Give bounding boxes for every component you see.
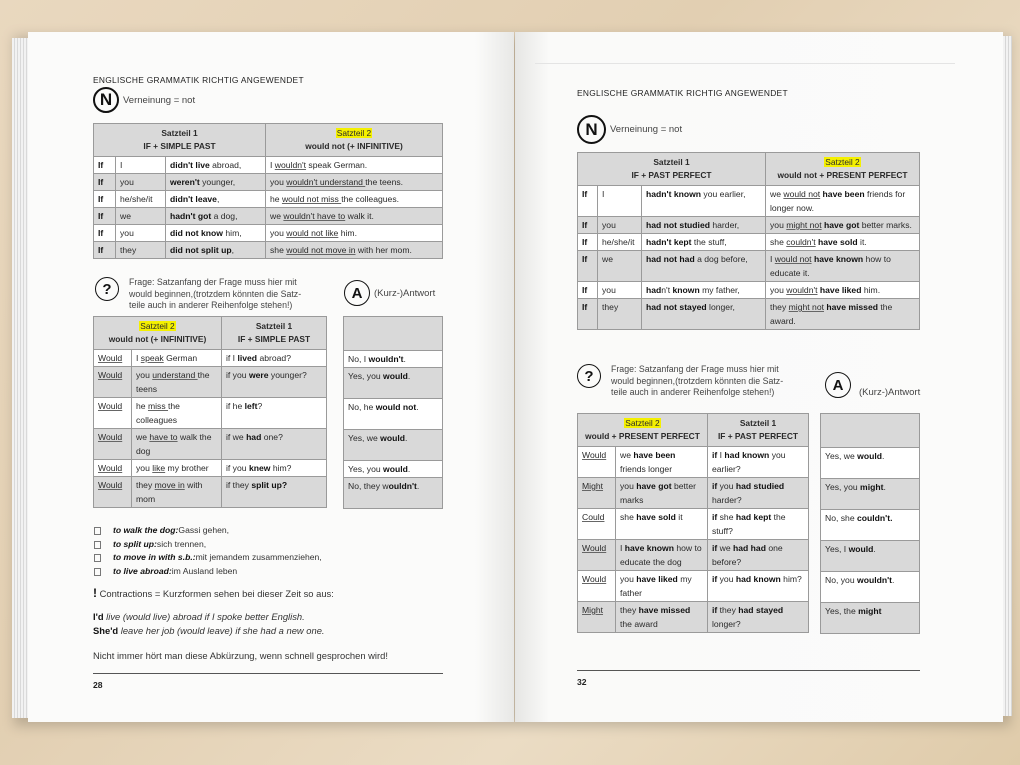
footer-rule (93, 673, 443, 674)
table-row: Would they move in with mom if they split up? (94, 477, 327, 508)
table-header-row (94, 317, 327, 350)
table-header-row (578, 153, 920, 186)
right-page (515, 32, 1003, 722)
table-row: No, she couldn't. (821, 510, 920, 541)
page-number: 28 (93, 680, 103, 690)
vocabulary-list (90, 524, 322, 578)
column-header: Satzteil 1 IF + SIMPLE PAST (94, 124, 266, 157)
column-header: Satzteil 2 would + PRESENT PERFECT (578, 414, 708, 447)
question-note (577, 364, 783, 399)
exclamation-icon: ! (93, 586, 97, 600)
answer-legend: A (Kurz-)Antwort (344, 280, 435, 306)
table-header-row (94, 124, 443, 157)
table-row: If you hadn't known my father, you wouldn't have liked him. (578, 282, 920, 299)
table-row: No, they wouldn't. (344, 478, 443, 509)
negation-n-icon: N (93, 87, 119, 113)
table-row: No, he would not. (344, 399, 443, 430)
table-row: Might they have missed the award if they had stayed longer? (578, 602, 809, 633)
column-header: Satzteil 2 would not + PRESENT PERFECT (766, 153, 920, 186)
table-row: If I hadn't known you earlier, we would not have been friends for longer now. (578, 186, 920, 217)
column-header (821, 414, 920, 448)
top-rule (535, 63, 955, 64)
table-row: Would you like my brother if you knew him? (94, 460, 327, 477)
answer-a-icon: A (344, 280, 370, 306)
negation-table (93, 123, 443, 259)
table-row: Could she have sold it if she had kept the stuff? (578, 509, 809, 540)
question-table (577, 413, 809, 633)
table-row: Would I have known how to educate the dog if we had had one before? (578, 540, 809, 571)
table-row: Yes, the might (821, 603, 920, 634)
contraction-examples: I'd live (would live) abroad if I spoke better English. She'd leave her job (would leave) if she had a new one. (93, 611, 325, 636)
left-page (28, 32, 514, 722)
negation-table (577, 152, 920, 330)
running-header: ENGLISCHE GRAMMATIK RICHTIG ANGEWENDET (93, 75, 304, 85)
table-row: Yes, you would. (344, 368, 443, 399)
question-note-text: Frage: Satzanfang der Frage muss hier mit would beginnen,(trotzdem könnten die Satz- teile auch in anderer Reihenfolge stehen!) (129, 277, 302, 310)
table-row: If you weren't younger, you wouldn't understand the teens. (94, 174, 443, 191)
list-item: to move in with s.b.: mit jemandem zusammenziehen, (90, 551, 322, 565)
negation-legend (93, 87, 195, 113)
table-row: Would you understand the teens if you were younger? (94, 367, 327, 398)
table-row: Would we have been friends longer if I had known you earlier? (578, 447, 809, 478)
table-header-row (344, 317, 443, 351)
table-row: Would I speak German if I lived abroad? (94, 350, 327, 367)
list-item: to live abroad: im Ausland leben (90, 565, 322, 579)
table-row: If I didn't live abroad, I wouldn't speak German. (94, 157, 443, 174)
column-header (344, 317, 443, 351)
table-row: Yes, I would. (821, 541, 920, 572)
column-header: Satzteil 1 IF + SIMPLE PAST (222, 317, 327, 350)
answer-legend: A (Kurz-)Antwort (825, 372, 920, 398)
question-note (95, 277, 301, 312)
table-row: Would you have liked my father if you had known him? (578, 571, 809, 602)
table-header-row (821, 414, 920, 448)
table-header-row (578, 414, 809, 447)
column-header: Satzteil 1 IF + PAST PERFECT (708, 414, 809, 447)
answer-table (343, 316, 443, 509)
table-row: If you did not know him, you would not like him. (94, 225, 443, 242)
table-row: Yes, you might. (821, 479, 920, 510)
negation-n-icon: N (577, 115, 606, 144)
column-header: Satzteil 2 would not (+ INFINITIVE) (94, 317, 222, 350)
column-header: Satzteil 2 would not (+ INFINITIVE) (266, 124, 443, 157)
column-header: Satzteil 1 IF + PAST PERFECT (578, 153, 766, 186)
table-row: Yes, we would. (344, 430, 443, 461)
table-row: If he/she/it hadn't kept the stuff, she couldn't have sold it. (578, 234, 920, 251)
table-row: Yes, you would. (344, 461, 443, 478)
table-row: Would we have to walk the dog if we had one? (94, 429, 327, 460)
table-row: If we hadn't got a dog, we wouldn't have to walk it. (94, 208, 443, 225)
list-item: to split up: sich trennen, (90, 538, 322, 552)
table-row: No, you wouldn't. (821, 572, 920, 603)
contraction-note: ! Contractions = Kurzformen sehen bei dieser Zeit so aus: (93, 586, 334, 600)
answer-a-icon: A (825, 372, 851, 398)
table-row: Yes, we would. (821, 448, 920, 479)
question-mark-icon: ? (95, 277, 119, 301)
closing-note: Nicht immer hört man diese Abkürzung, wenn schnell gesprochen wird! (93, 650, 388, 661)
table-row: If they did not split up, she would not move in with her mom. (94, 242, 443, 259)
running-header: ENGLISCHE GRAMMATIK RICHTIG ANGEWENDET (577, 88, 788, 98)
table-row: Might you have got better marks if you had studied harder? (578, 478, 809, 509)
table-row: No, I wouldn't. (344, 351, 443, 368)
table-row: If you had not studied harder, you might not have got better marks. (578, 217, 920, 234)
footer-rule (577, 670, 920, 671)
table-row: If we had not had a dog before, I would not have known how to educate it. (578, 251, 920, 282)
list-item: to walk the dog: Gassi gehen, (90, 524, 322, 538)
question-table (93, 316, 327, 508)
answer-table (820, 413, 920, 634)
table-row: If he/she/it didn't leave, he would not miss the colleagues. (94, 191, 443, 208)
question-note-text: Frage: Satzanfang der Frage muss hier mit would beginnen,(trotzdem könnten die Satz- teile auch in anderer Reihenfolge stehen!) (611, 364, 784, 397)
page-number: 32 (577, 677, 587, 687)
table-row: If they had not stayed longer, they might not have missed the award. (578, 299, 920, 330)
negation-label: Verneinung = not (123, 94, 196, 106)
negation-legend: N Verneinung = not (577, 115, 682, 144)
question-mark-icon: ? (577, 364, 601, 388)
table-row: Would he miss the colleagues if he left? (94, 398, 327, 429)
